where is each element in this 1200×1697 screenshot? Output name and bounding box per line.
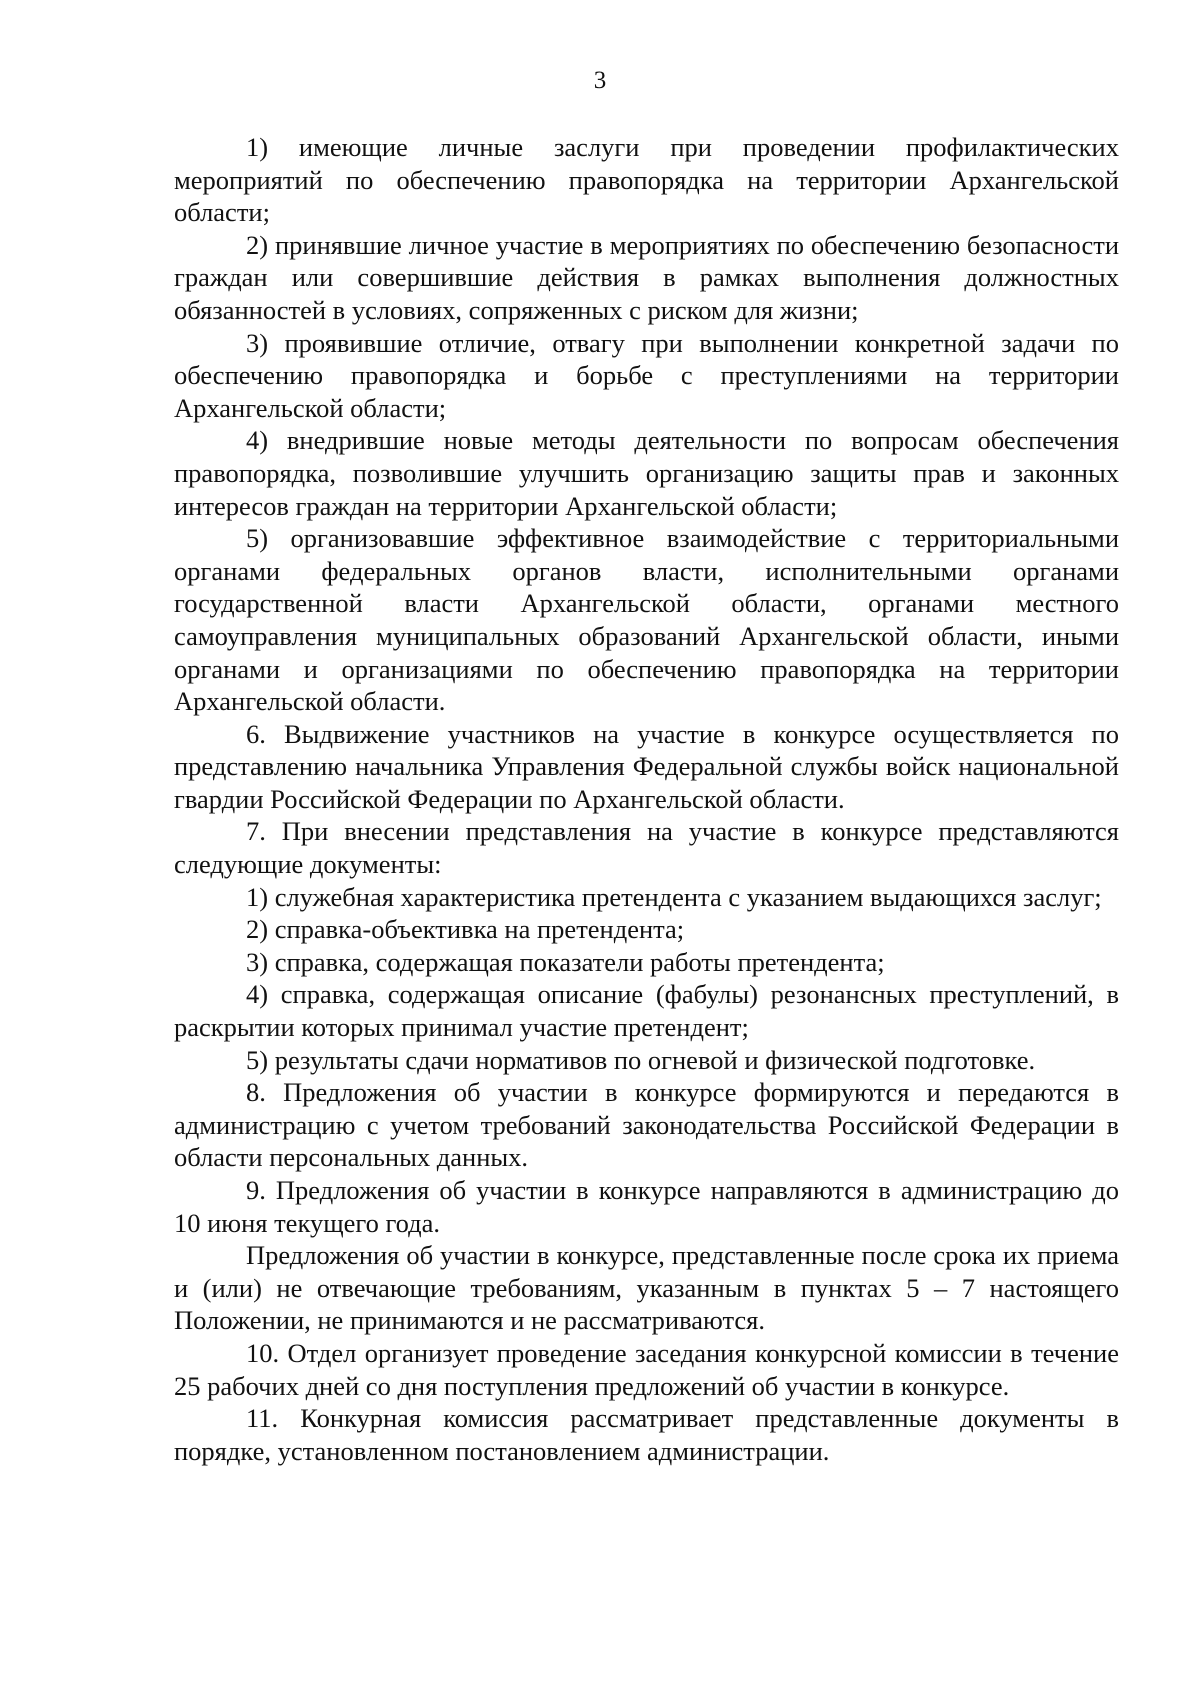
paragraph-item-3: 3) проявившие отличие, отвагу при выполнении конкретной задачи по обеспечению правопорядка и борьбе с преступлениями на территории Архангельской области;: [174, 327, 1119, 423]
paragraph-item-1: 1) имеющие личные заслуги при проведении профилактических мероприятий по обеспечению правопорядка на территории Архангельской области;: [174, 132, 1119, 228]
paragraph-doc-item-5: 5) результаты сдачи нормативов по огневой и физической подготовке.: [246, 1044, 1036, 1075]
paragraph-point-9: 9. Предложения об участии в конкурсе направляются в администрацию до 10 июня текущего года.: [174, 1175, 1119, 1238]
paragraph-item-2: 2) принявшие личное участие в мероприятиях по обеспечению безопасности граждан или совершившие действия в рамках выполнения должностных обязанностей в условиях, сопряженных с риском для жизни;: [174, 229, 1119, 325]
paragraph-item-4: 4) внедрившие новые методы деятельности по вопросам обеспечения правопорядка, позволившие улучшить организацию защиты прав и законных интересов граждан на территории Архангельской области;: [174, 425, 1119, 521]
paragraph-point-11: 11. Конкурная комиссия рассматривает представленные документы в порядке, установленном постановлением администрации.: [174, 1403, 1119, 1466]
paragraph-point-6: 6. Выдвижение участников на участие в конкурсе осуществляется по представлению начальника Управления Федеральной службы войск национальной гвардии Российской Федерации по Архангельской области.: [174, 718, 1119, 814]
paragraph-doc-item-1: 1) служебная характеристика претендента с указанием выдающихся заслуг;: [246, 881, 1102, 912]
paragraph-doc-item-3: 3) справка, содержащая показатели работы претендента;: [246, 946, 885, 977]
paragraph-doc-item-4: 4) справка, содержащая описание (фабулы) резонансных преступлений, в раскрытии которых принимал участие претендент;: [174, 979, 1119, 1043]
paragraph-point-9-note: Предложения об участии в конкурсе, представленные после срока их приема и (или) не отвечающие требованиям, указанным в пунктах 5 – 7 настоящего Положении, не принимаются и не рассматриваются.: [174, 1240, 1119, 1336]
paragraph-item-5: 5) организовавшие эффективное взаимодействие с территориальными органами федеральных органов власти, исполнительными органами государственной власти Архангельской области, органами местного самоуправления муниципальных образований Архангельской области, иными органами и организациями по обеспечению правопорядка на территории Архангельской области.: [174, 523, 1119, 717]
paragraph-point-10: 10. Отдел организует проведение заседания конкурсной комиссии в течение 25 рабочих дней со дня поступления предложений об участии в конкурсе.: [174, 1337, 1119, 1401]
paragraph-point-7: 7. При внесении представления на участие в конкурсе представляются следующие документы:: [174, 816, 1119, 880]
paragraph-point-8: 8. Предложения об участии в конкурсе формируются и передаются в администрацию с учетом требований законодательства Российской Федерации в области персональных данных.: [174, 1077, 1119, 1173]
document-body: [174, 131, 1119, 1467]
paragraph-doc-item-2: 2) справка-объективка на претендента;: [246, 914, 685, 945]
page-number: 3: [593, 67, 607, 94]
